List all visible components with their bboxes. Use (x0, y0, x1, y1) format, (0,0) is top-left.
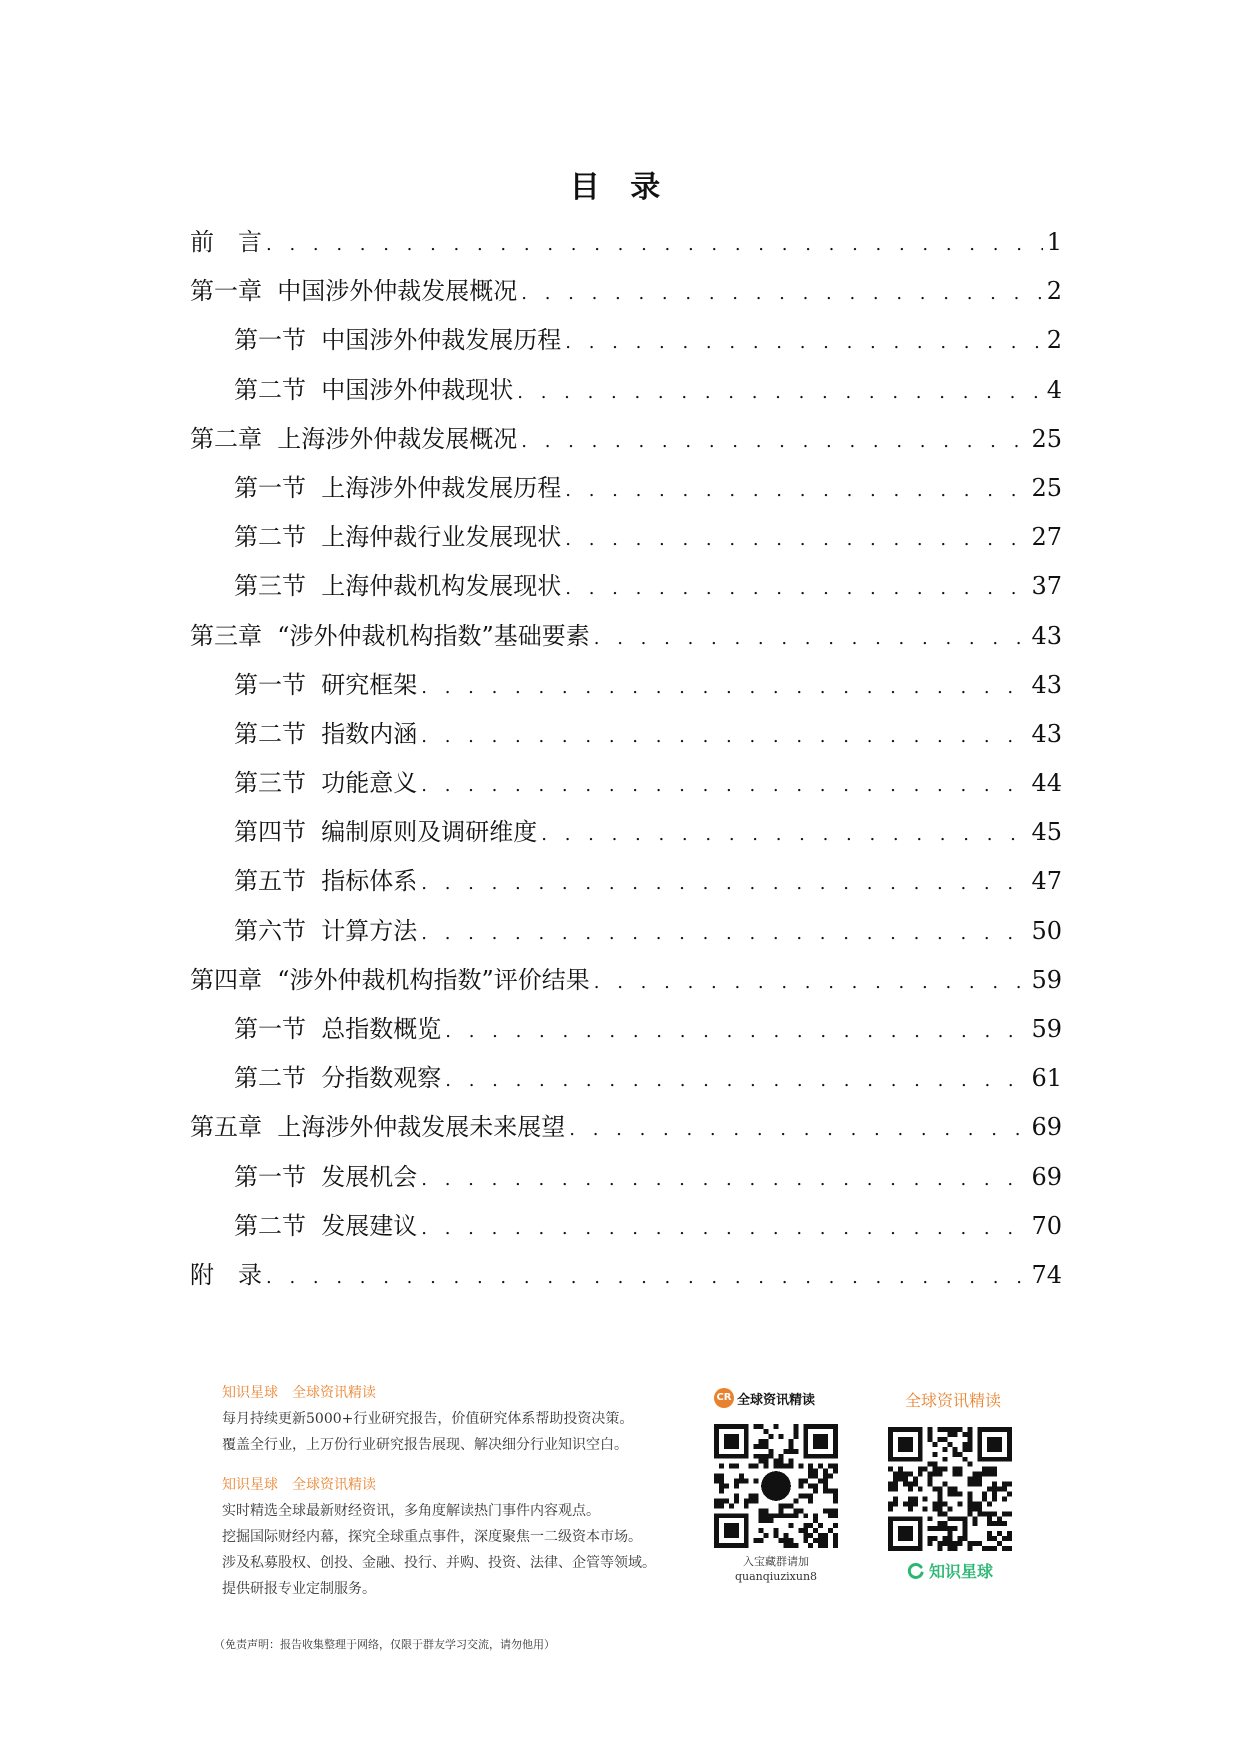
toc-entry-page: 43 (1031, 670, 1062, 699)
toc-entry[interactable] (190, 1054, 1062, 1103)
toc-entry-label: 第一节 上海涉外仲裁发展历程 (234, 473, 562, 502)
cr-logo-text: 全球资讯精读 (737, 1392, 816, 1408)
toc-entry-label: 第三节 上海仲裁机构发展现状 (234, 572, 562, 601)
toc-leader-dots (421, 761, 1027, 810)
toc-leader-dots (445, 1056, 1027, 1105)
toc-entry-page: 50 (1031, 916, 1062, 945)
toc-entry[interactable] (190, 513, 1062, 562)
toc-entry-page: 44 (1031, 769, 1062, 798)
toc-leader-dots (517, 368, 1042, 417)
promo-line: 实时精选全球最新财经资讯，多角度解读热门事件内容观点。 (222, 1503, 600, 1519)
toc-entry[interactable] (190, 759, 1062, 808)
toc-leader-dots (569, 1105, 1027, 1154)
qr-caption-line1: 入宝藏群请加 (743, 1555, 809, 1568)
toc-entry-label: 第二节 上海仲裁行业发展现状 (234, 523, 562, 552)
toc-entry[interactable] (190, 267, 1062, 316)
toc-entry[interactable] (190, 710, 1062, 759)
toc-entry-label: 第一节 中国涉外仲裁发展历程 (234, 326, 562, 355)
toc-leader-dots (521, 417, 1027, 466)
toc-entry-label: 第二节 发展建议 (234, 1211, 418, 1240)
zsxq-qr-code-icon[interactable] (888, 1427, 1012, 1551)
promo-line: 每月持续更新5000+行业研究报告，价值研究体系帮助投资决策。 (222, 1411, 634, 1427)
promo-text (222, 1380, 742, 1602)
toc-entry[interactable] (190, 464, 1062, 513)
toc-leader-dots (266, 1253, 1027, 1302)
toc-entry-label: 第二节 分指数观察 (234, 1064, 442, 1093)
toc-leader-dots (421, 1204, 1027, 1253)
toc-leader-dots (594, 958, 1028, 1007)
toc-entry-page: 43 (1031, 621, 1062, 650)
toc-entry-label: 第一章 中国涉外仲裁发展概况 (190, 277, 518, 306)
toc-entry-page: 59 (1031, 1015, 1062, 1043)
qr-caption-line2: quanqiuzixun8 (734, 1570, 818, 1583)
toc-entry-page: 47 (1031, 867, 1062, 896)
toc-entry[interactable] (190, 1103, 1062, 1152)
toc-entry-label: 第三节 功能意义 (234, 769, 418, 798)
toc-leader-dots (445, 1007, 1027, 1056)
toc-leader-dots (594, 614, 1028, 663)
toc-entry-page: 70 (1031, 1211, 1062, 1240)
toc-entry-page: 69 (1031, 1162, 1062, 1191)
toc-entry-page: 37 (1031, 572, 1062, 601)
toc-entry-page: 69 (1031, 1113, 1062, 1142)
toc-entry[interactable] (190, 661, 1062, 710)
cr-badge-icon: CR (714, 1388, 734, 1408)
toc-leader-dots (565, 564, 1027, 613)
toc-entry[interactable] (190, 415, 1062, 464)
toc-leader-dots (565, 466, 1027, 515)
toc-entry-label: 第二节 指数内涵 (234, 719, 418, 748)
toc-leader-dots (421, 909, 1027, 958)
toc-entry-page: 25 (1031, 473, 1062, 502)
promo-line: 挖掘国际财经内幕，探究全球重点事件，深度聚焦一二级资本市场。 (222, 1529, 642, 1545)
toc-entry-page: 2 (1046, 277, 1062, 306)
toc-entry[interactable] (190, 316, 1062, 365)
toc-entry-label: 第四节 编制原则及调研维度 (234, 818, 538, 847)
toc-leader-dots (266, 220, 1043, 269)
toc-leader-dots (421, 1155, 1027, 1204)
toc-entry-page: 43 (1031, 719, 1062, 748)
toc-entry-label: 第一节 总指数概览 (234, 1015, 442, 1043)
toc-entry-label: 前 言 (190, 228, 262, 256)
toc-entry-page: 25 (1031, 424, 1062, 453)
toc-leader-dots (421, 859, 1027, 908)
disclaimer: （免责声明：报告收集整理于网络，仅限于群友学习交流，请勿他用） (214, 1638, 555, 1651)
table-of-contents (190, 218, 1062, 1300)
wechat-qr-code-icon[interactable] (714, 1424, 838, 1548)
toc-entry-page: 74 (1031, 1260, 1062, 1289)
promo-brand-2: 知识星球 全球资讯精读 (222, 1477, 376, 1493)
toc-entry[interactable] (190, 366, 1062, 415)
promo-line: 涉及私募股权、创投、金融、投行、并购、投资、法律、企管等领域。 (222, 1555, 656, 1571)
wechat-qr-block (714, 1388, 854, 1584)
cr-logo (714, 1388, 854, 1408)
toc-entry[interactable] (190, 612, 1062, 661)
toc-entry[interactable] (190, 808, 1062, 857)
toc-entry-page: 59 (1031, 965, 1062, 994)
toc-leader-dots (565, 318, 1042, 367)
toc-entry-label: 第一节 发展机会 (234, 1162, 418, 1191)
toc-leader-dots (521, 269, 1042, 318)
toc-entry-label: 第一节 研究框架 (234, 670, 418, 699)
toc-entry[interactable] (190, 1251, 1062, 1300)
zsxq-brand-text: 知识星球 (928, 1562, 993, 1581)
toc-entry[interactable] (190, 562, 1062, 611)
toc-entry-label: 第三章 “涉外仲裁机构指数”基础要素 (190, 621, 590, 650)
toc-leader-dots (565, 515, 1027, 564)
toc-entry-label: 第五节 指标体系 (234, 867, 418, 896)
toc-entry-page: 4 (1046, 375, 1062, 404)
promo-brand-1: 知识星球 全球资讯精读 (222, 1385, 376, 1401)
toc-entry-label: 附 录 (190, 1260, 262, 1289)
toc-entry-label: 第四章 “涉外仲裁机构指数”评价结果 (190, 965, 590, 994)
toc-entry-label: 第六节 计算方法 (234, 916, 418, 945)
toc-entry[interactable] (190, 1005, 1062, 1054)
toc-entry[interactable] (190, 1202, 1062, 1251)
toc-entry[interactable] (190, 1153, 1062, 1202)
qr-right-title: 全球资讯精读 (904, 1391, 1001, 1410)
toc-entry[interactable] (190, 907, 1062, 956)
toc-entry-page: 27 (1031, 523, 1062, 552)
toc-entry-page: 45 (1031, 818, 1062, 847)
promo-line: 提供研报专业定制服务。 (222, 1581, 376, 1597)
toc-entry-label: 第五章 上海涉外仲裁发展未来展望 (190, 1113, 566, 1142)
toc-entry-label: 第二章 上海涉外仲裁发展概况 (190, 424, 518, 453)
promo-line: 覆盖全行业，上万份行业研究报告展现、解决细分行业知识空白。 (222, 1437, 628, 1453)
page-title: 目 录 (569, 170, 671, 205)
toc-entry-label: 第二节 中国涉外仲裁现状 (234, 375, 514, 404)
toc-entry[interactable] (190, 857, 1062, 906)
toc-entry[interactable] (190, 956, 1062, 1005)
zsxq-logo (888, 1559, 1012, 1582)
toc-entry-page: 1 (1046, 228, 1062, 256)
zsxq-logo-icon (907, 1562, 925, 1580)
toc-entry-page: 2 (1046, 326, 1062, 355)
toc-entry[interactable] (190, 218, 1062, 267)
toc-leader-dots (421, 712, 1027, 761)
toc-entry-page: 61 (1031, 1064, 1062, 1093)
toc-leader-dots (541, 810, 1027, 859)
toc-leader-dots (421, 663, 1027, 712)
zsxq-qr-block (888, 1388, 1018, 1582)
